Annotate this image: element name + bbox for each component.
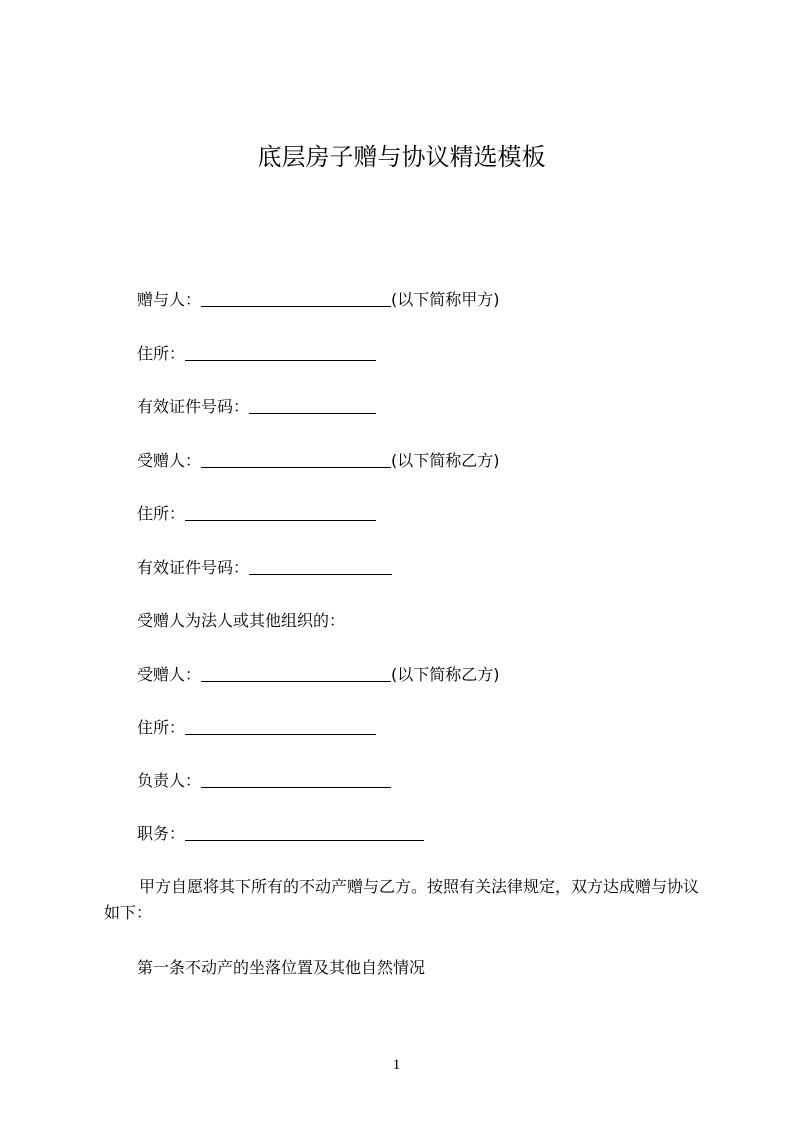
organization-intro: 受赠人为法人或其他组织的： [137,611,346,630]
org-donee-name-blank [201,667,391,682]
page-number: 1 [392,1057,401,1073]
org-address-row [137,718,376,738]
org-representative-row [137,771,391,791]
org-donee-name-suffix: (以下简称乙方) [391,665,500,684]
donor-address-label: 住所： [137,344,186,363]
donor-name-row [137,290,500,310]
org-representative-label: 负责人： [137,771,202,790]
org-donee-name-label: 受赠人： [137,665,202,684]
donee-name-blank [201,453,391,468]
preamble-line-2: 如下： [104,903,153,922]
donor-name-blank [201,292,391,307]
donor-id-blank [249,399,376,414]
org-position-row [137,824,424,844]
donee-address-blank [185,506,376,521]
donee-name-row [137,451,500,471]
donee-id-label: 有效证件号码： [137,558,250,577]
org-position-blank [185,826,424,841]
donee-address-label: 住所： [137,504,186,523]
preamble-line-1: 甲方自愿将其下所有的不动产赠与乙方。按照有关法律规定，双方达成赠与协议 [139,877,700,896]
donor-id-row [137,397,376,417]
org-representative-blank [201,773,391,788]
donee-id-blank [249,560,392,575]
org-position-label: 职务： [137,824,186,843]
donor-address-row [137,344,376,364]
article-1-heading: 第一条不动产的坐落位置及其他自然情况 [137,958,426,977]
donor-name-suffix: (以下简称甲方) [391,290,500,309]
donee-address-row [137,504,376,524]
document-title: 底层房子赠与协议精选模板 [257,143,546,171]
org-address-label: 住所： [137,718,186,737]
donor-id-label: 有效证件号码： [137,397,250,416]
donor-address-blank [185,346,376,361]
org-donee-name-row [137,665,500,685]
donee-name-label: 受赠人： [137,451,202,470]
donor-name-label: 赠与人： [137,290,202,309]
donee-id-row [137,558,392,578]
org-address-blank [185,720,376,735]
donee-name-suffix: (以下简称乙方) [391,451,500,470]
